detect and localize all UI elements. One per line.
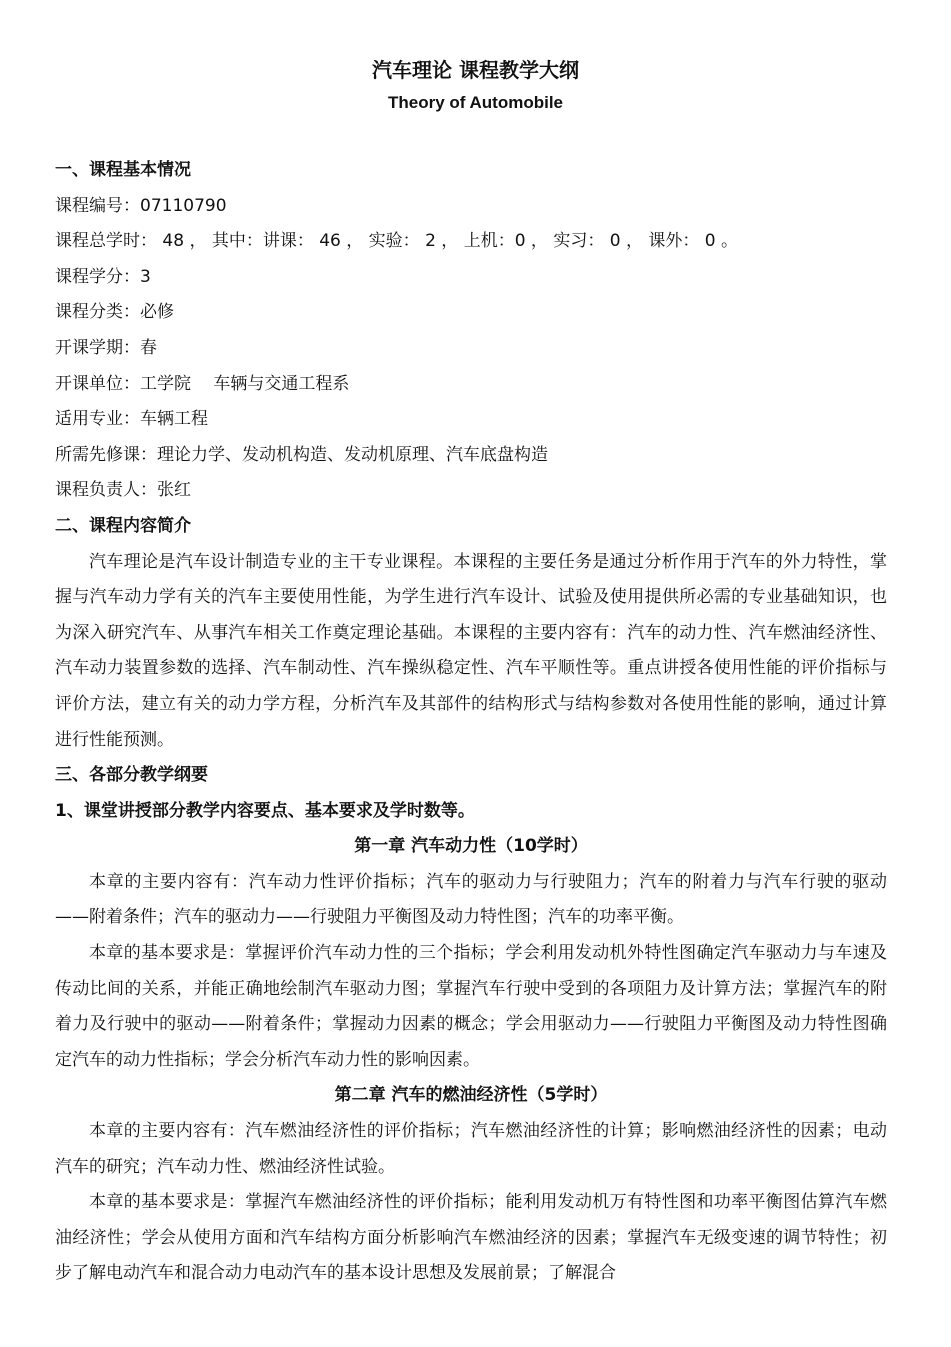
chapter-1-requirements: 本章的基本要求是：掌握评价汽车动力性的三个指标；学会利用发动机外特性图确定汽车驱动力与车速及传动比间的关系，并能正确地绘制汽车驱动力图；掌握汽车行驶中受到的各项阻力及计算方法；掌握汽车的附着力及行驶中的驱动——附着条件；掌握动力因素的概念；学会用驱动力——行驶阻力平衡图及动力特性图确定汽车的动力性指标；学会分析汽车动力性的影响因素。: [55, 943, 887, 1070]
info-department: 开课单位：工学院 车辆与交通工程系: [55, 373, 350, 394]
chapter-1-content: 本章的主要内容有：汽车动力性评价指标；汽车的驱动力与行驶阻力；汽车的附着力与汽车行驶的驱动——附着条件；汽车的驱动力——行驶阻力平衡图及动力特性图；汽车的功率平衡。: [55, 871, 887, 928]
course-intro-paragraph: 汽车理论是汽车设计制造专业的主干专业课程。本课程的主要任务是通过分析作用于汽车的外力特性，掌握与汽车动力学有关的汽车主要使用性能，为学生进行汽车设计、试验及使用提供所必需的专业基础知识，也为深入研究汽车、从事汽车相关工作奠定理论基础。本课程的主要内容有：汽车的动力性、汽车燃油经济性、汽车动力装置参数的选择、汽车制动性、汽车操纵稳定性、汽车平顺性等。重点讲授各使用性能的评价指标与评价方法，建立有关的动力学方程，分析汽车及其部件的结构形式与结构参数对各使用性能的影响，通过计算进行性能预测。: [55, 551, 887, 750]
info-course-code: 课程编号：07110790: [55, 195, 227, 216]
info-prerequisites: 所需先修课：理论力学、发动机构造、发动机原理、汽车底盘构造: [55, 444, 548, 465]
subsection-heading-lectures: 1、课堂讲授部分教学内容要点、基本要求及学时数等。: [55, 800, 475, 821]
chapter-2-title: 第二章 汽车的燃油经济性（5学时）: [334, 1085, 608, 1106]
chapter-2-requirements: 本章的基本要求是：掌握汽车燃油经济性的评价指标；能利用发动机万有特性图和功率平衡图估算汽车燃油经济性；学会从使用方面和汽车结构方面分析影响汽车燃油经济的因素；掌握汽车无级变速的调节特性；初步了解电动汽车和混合动力电动汽车的基本设计思想及发展前景；了解混合: [55, 1192, 887, 1284]
section-heading-teaching-outline: 三、各部分教学纲要: [55, 765, 208, 786]
info-semester: 开课学期：春: [55, 337, 157, 358]
info-major: 适用专业：车辆工程: [55, 409, 208, 430]
chapter-2-content: 本章的主要内容有：汽车燃油经济性的评价指标；汽车燃油经济性的计算；影响燃油经济性的因素；电动汽车的研究；汽车动力性、燃油经济性试验。: [55, 1121, 887, 1177]
section-heading-basic-info: 一、课程基本情况: [55, 160, 191, 180]
info-total-hours: 课程总学时： 48 ， 其中：讲课： 46 ， 实验： 2 ， 上机：0 ， 实习： 0 ， 课外： 0 。: [55, 231, 738, 252]
document-title: 汽车理论 课程教学大纲: [372, 58, 579, 82]
chapter-1-title: 第一章 汽车动力性（10学时）: [354, 836, 588, 857]
info-instructor: 课程负责人：张红: [55, 480, 191, 501]
document-subtitle-english: Theory of Automobile: [387, 93, 564, 112]
info-credits: 课程学分：3: [55, 266, 151, 287]
document-body: [55, 153, 887, 1292]
info-category: 课程分类：必修: [55, 302, 174, 323]
section-heading-course-intro: 二、课程内容简介: [55, 515, 191, 536]
